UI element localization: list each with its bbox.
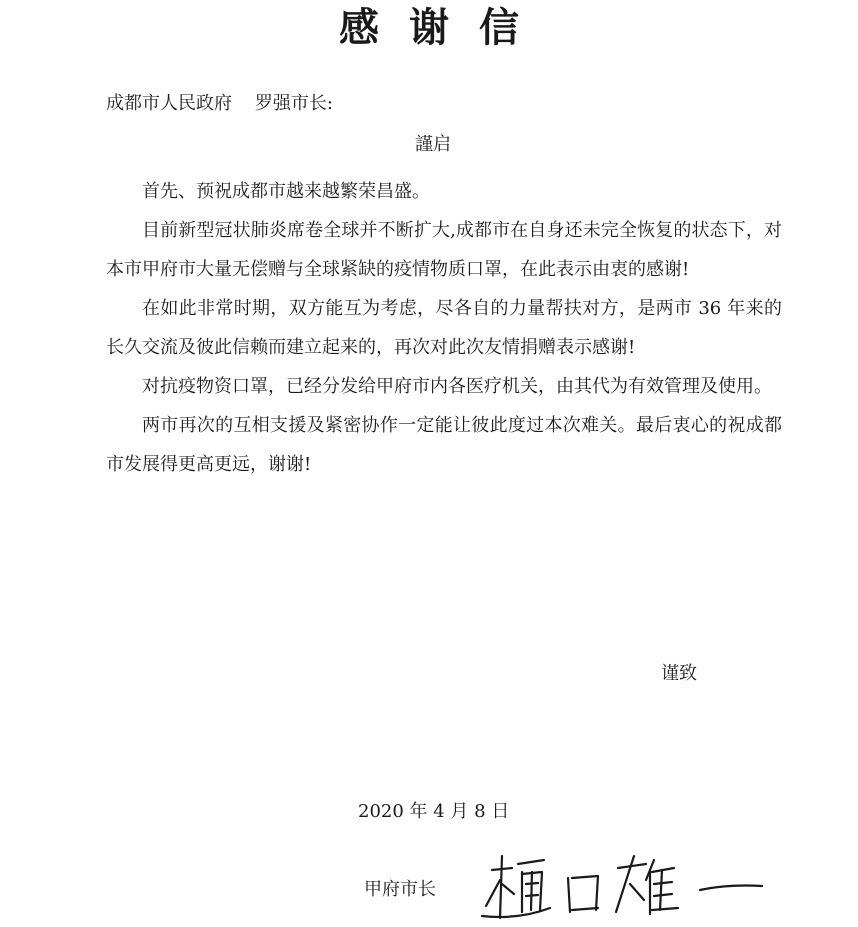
letter-paragraph: 两市再次的互相支援及紧密协作一定能让彼此度过本次难关。最后衷心的祝成都市发展得更高更远，谢谢! bbox=[106, 415, 782, 475]
letter-date: 2020 年 4 月 8 日 bbox=[358, 801, 510, 822]
signature-strokes bbox=[478, 850, 768, 925]
letter-greeting: 謹启 bbox=[415, 134, 451, 155]
letter-paragraph: 在如此非常时期，双方能互为考虑，尽各自的力量帮扶对方，是两市 36 年来的长久交流及彼此信赖而建立起来的，再次对此次友情捐赠表示感谢! bbox=[106, 298, 782, 358]
letter-closing: 谨致 bbox=[661, 663, 697, 684]
letter-paragraph: 对抗疫物资口罩，已经分发给甲府市内各医疗机关，由其代为有效管理及使用。 bbox=[142, 376, 772, 397]
letter-paragraph: 首先、预祝成都市越来越繁荣昌盛。 bbox=[142, 181, 430, 202]
handwritten-signature bbox=[478, 850, 768, 925]
letter-body bbox=[106, 172, 782, 484]
letter-paragraph: 目前新型冠状肺炎席卷全球并不断扩大,成都市在自身还未完全恢复的状态下，对本市甲府市大量无偿赠与全球紧缺的疫情物质口罩，在此表示由衷的感谢! bbox=[106, 220, 782, 280]
letter-title: 感谢信 bbox=[339, 5, 549, 51]
signer-title: 甲府市长 bbox=[364, 879, 436, 900]
letter-salutation: 成都市人民政府 罗强市长: bbox=[106, 93, 333, 114]
